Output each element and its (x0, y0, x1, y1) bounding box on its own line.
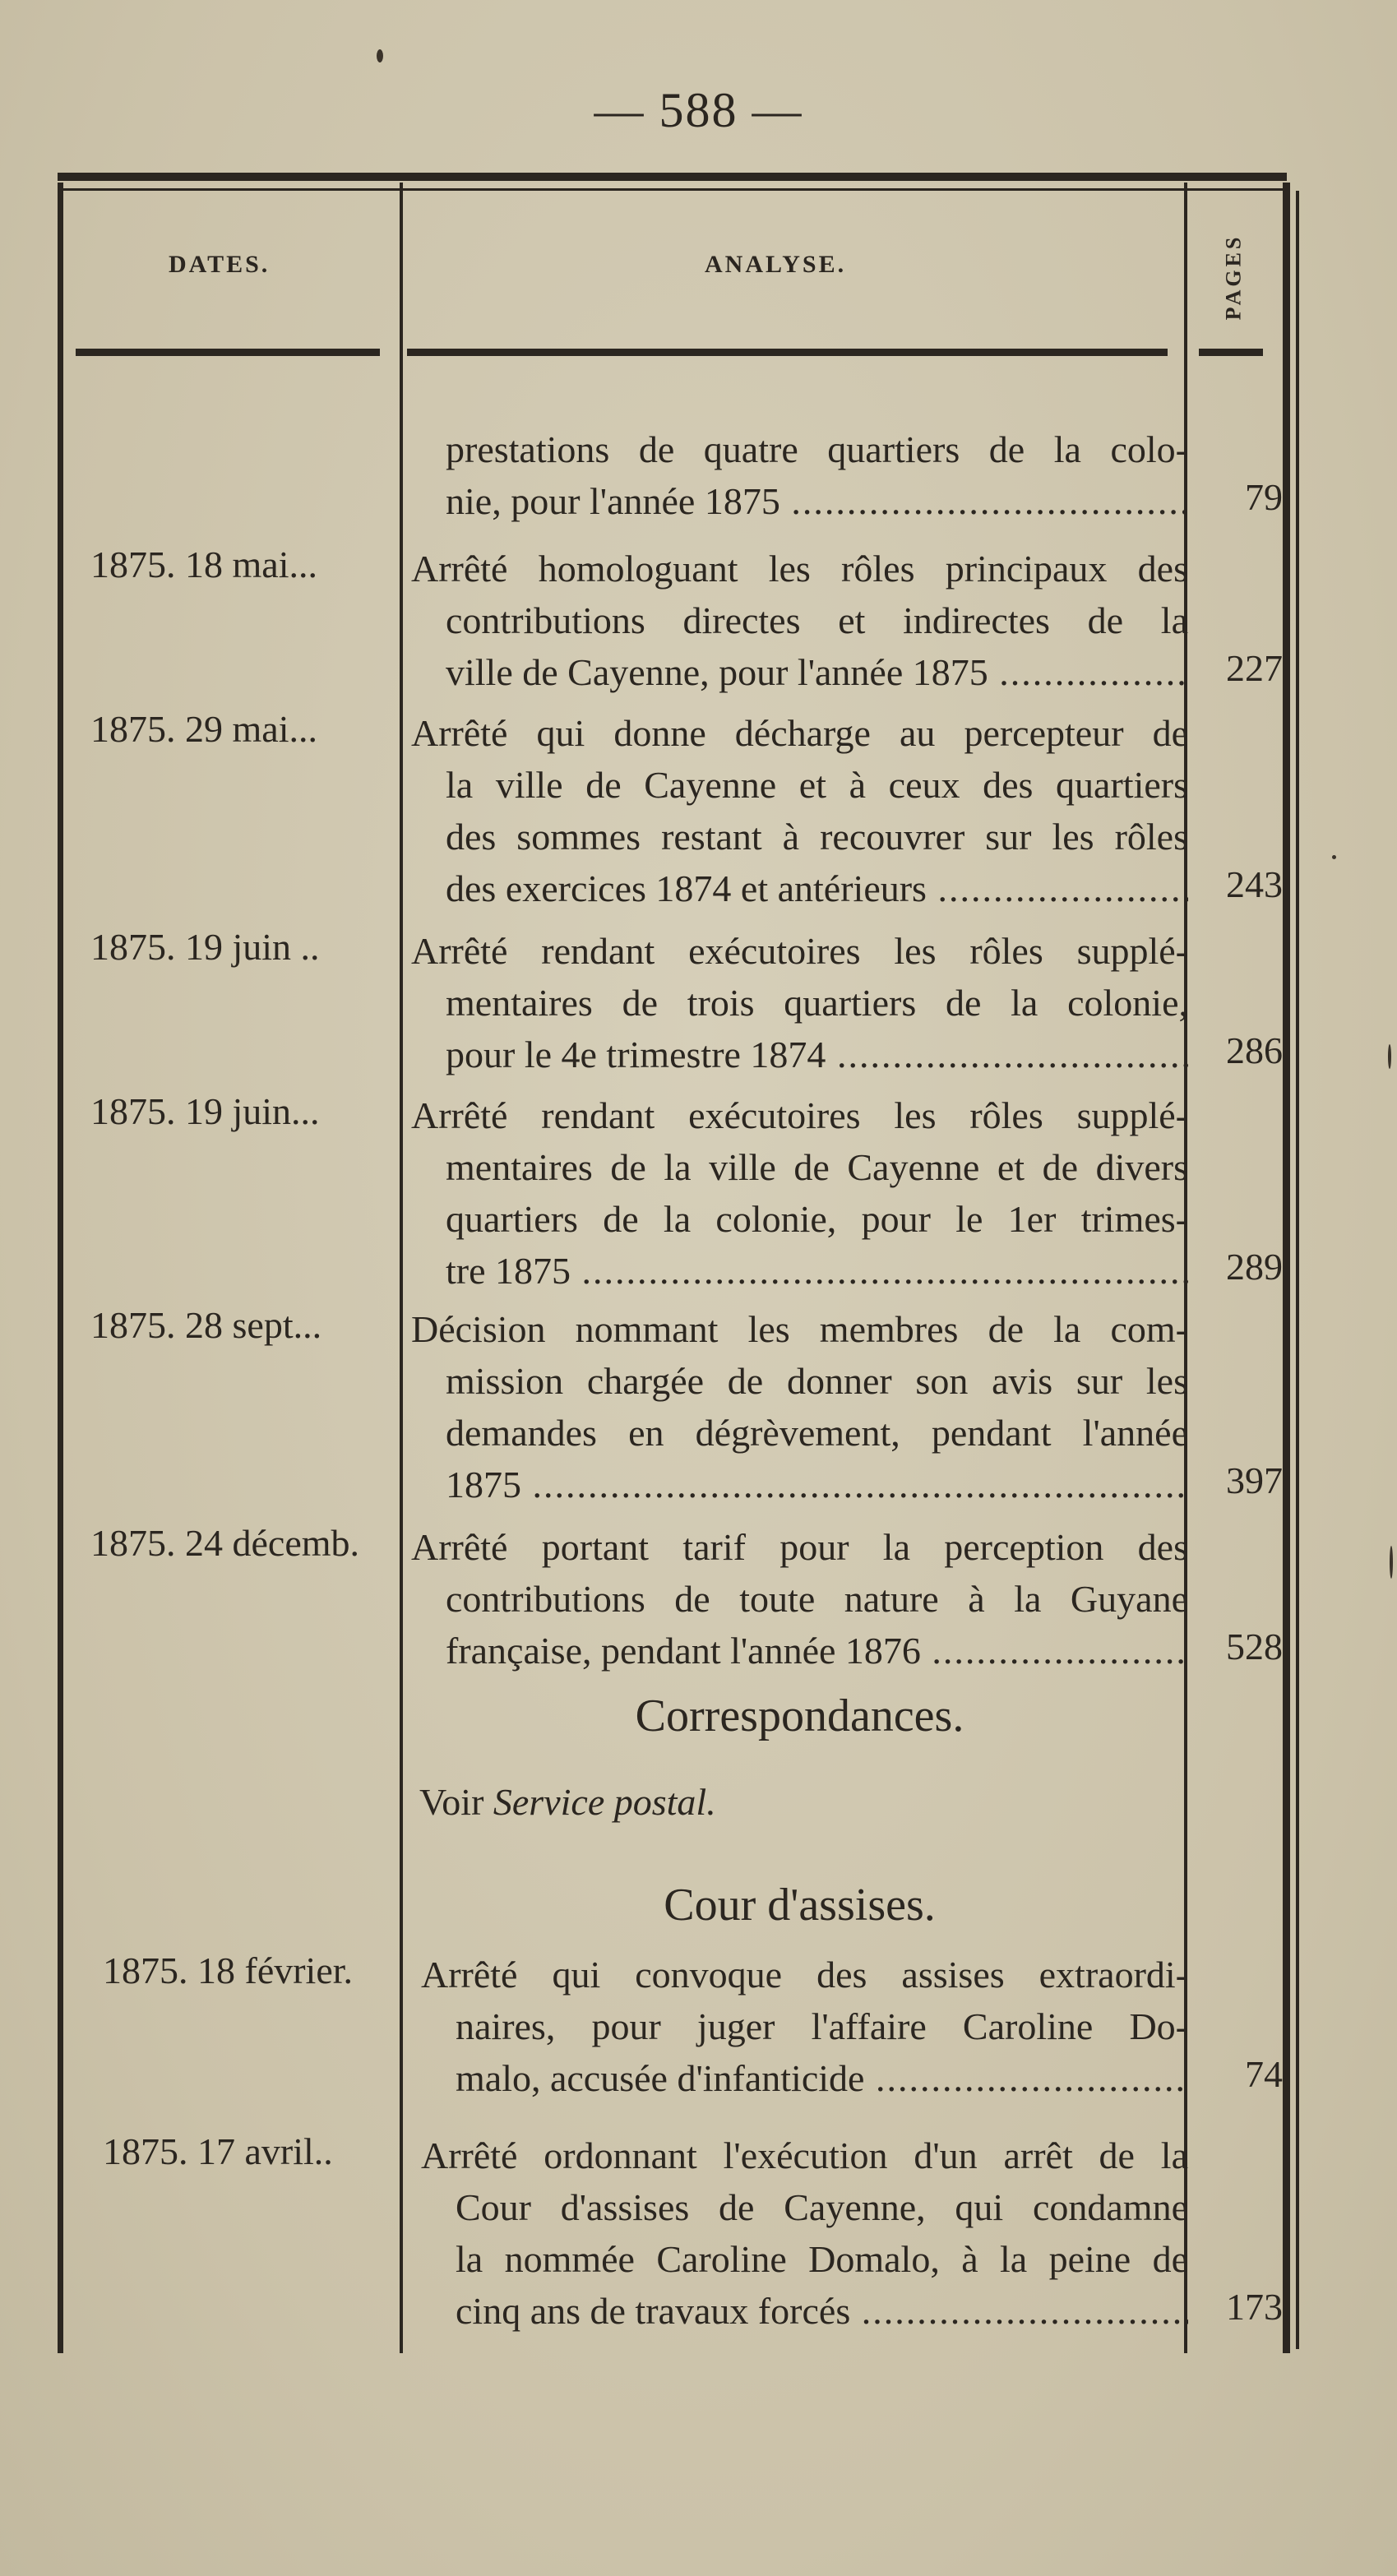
entry-line: contributions directes et indirectes de la (446, 599, 1188, 641)
entry-page: 227 (1226, 647, 1283, 689)
entry-line: quartiers de la colonie, pour le 1er trimes- (446, 1198, 1188, 1240)
entry-date: 1875. 19 juin .. (90, 926, 320, 968)
entry-line: Arrêté ordonnant l'exécution d'un arrêt de la (421, 2134, 1188, 2176)
section-title-cour-d-assises: Cour d'assises. (664, 1880, 936, 1931)
entry-line: tre 1875 ..... (411, 1245, 1188, 1297)
entry-description (411, 1521, 1188, 1676)
page-number: — 588 — (594, 83, 803, 137)
entry-line: des sommes restant à recouvrer sur les rôles (446, 816, 1188, 858)
entry-description (411, 1089, 1188, 1297)
entry-description (411, 543, 1188, 698)
entry-page: 528 (1226, 1626, 1283, 1667)
entry-description (411, 1303, 1188, 1510)
entry-line: prestations de quatre quartiers de la colo- (446, 428, 1188, 470)
entry-line: la nommée Caroline Domalo, à la peine de (456, 2238, 1188, 2280)
entry-line: française, pendant l'année 1876 ..... (411, 1625, 1188, 1676)
entry-line: malo, accusée d'infanticide ..... (421, 2052, 1188, 2104)
paper-speck (1390, 1546, 1393, 1579)
cross-reference (419, 1780, 716, 1824)
entry-description (411, 707, 1188, 914)
entry-page: 173 (1226, 2286, 1283, 2328)
entry-page: 79 (1245, 476, 1283, 518)
entry-line: Arrêté qui convoque des assises extraordi- (421, 1954, 1188, 1996)
header-dates: DATES. (169, 251, 271, 278)
entry-line: Arrêté homologuant les rôles principaux des (411, 548, 1188, 590)
entry-line: ville de Cayenne, pour l'année 1875 ..... (411, 646, 1188, 698)
entry-page: 286 (1226, 1029, 1283, 1071)
entry-line: Décision nommant les membres de la com- (411, 1308, 1188, 1350)
entry-description (421, 1949, 1188, 2104)
entry-date: 1875. 29 mai... (90, 708, 317, 750)
entry-line: mentaires de trois quartiers de la colonie, (446, 982, 1188, 1024)
entry-date: 1875. 18 février. (103, 1949, 354, 1991)
table-left-border (58, 183, 63, 2353)
header-pages (1209, 215, 1258, 339)
entry-line: 1875 ..... (411, 1459, 1188, 1510)
entry-description (421, 2130, 1188, 2337)
entry-date: 1875. 24 décemb. (90, 1522, 360, 1564)
entry-line: Arrêté portant tarif pour la perception des (411, 1526, 1188, 1568)
entry-line: mission chargée de donner son avis sur les (446, 1360, 1188, 1402)
header-rule-analysis (407, 349, 1168, 356)
header-analysis: ANALYSE. (705, 251, 847, 278)
entry-page: 397 (1226, 1459, 1283, 1501)
entry-line: la ville de Cayenne et à ceux des quartiers (446, 764, 1188, 806)
table-right-inner-border (1296, 191, 1299, 2349)
entry-line: Cour d'assises de Cayenne, qui condamne (456, 2186, 1188, 2228)
paper-speck (1388, 1044, 1391, 1069)
column-divider-dates (400, 183, 403, 2353)
paper-speck (1332, 855, 1336, 859)
entry-line: Arrêté rendant exécutoires les rôles supplé- (411, 1094, 1188, 1136)
entry-page: 74 (1245, 2053, 1283, 2095)
entry-date: 1875. 18 mai... (90, 543, 317, 585)
entry-page: 289 (1226, 1246, 1283, 1288)
entry-date: 1875. 17 avril.. (103, 2130, 333, 2172)
entry-line: demandes en dégrèvement, pendant l'année (446, 1412, 1188, 1454)
entry-line: pour le 4e trimestre 1874 ..... (411, 1029, 1188, 1080)
cross-reference-prefix: Voir (419, 1781, 484, 1823)
entry-date: 1875. 19 juin... (90, 1090, 320, 1132)
entry-line: nie, pour l'année 1875 ..... (411, 475, 1188, 527)
entry-line: Arrêté qui donne décharge au percepteur de (411, 712, 1188, 754)
entry-line: naires, pour juger l'affaire Caroline Do- (456, 2005, 1188, 2047)
entry-page: 243 (1226, 863, 1283, 905)
entry-line: cinq ans de travaux forcés ..... (421, 2285, 1188, 2337)
header-rule-dates (76, 349, 380, 356)
entry-line: Arrêté rendant exécutoires les rôles supplé- (411, 930, 1188, 972)
paper-speck (377, 49, 383, 62)
header-pages-label: PAGES (1221, 234, 1246, 321)
entry-line: contributions de toute nature à la Guyane (446, 1578, 1188, 1620)
cross-reference-target: Service postal. (493, 1781, 716, 1823)
entry-description (411, 925, 1188, 1080)
header-rule-pages (1199, 349, 1263, 356)
table-top-border (58, 173, 1287, 191)
entry-date: 1875. 28 sept... (90, 1304, 322, 1346)
section-title-correspondances: Correspondances. (635, 1690, 964, 1741)
entry-line: mentaires de la ville de Cayenne et de divers (446, 1146, 1188, 1188)
entry-description (411, 423, 1188, 527)
entry-line: des exercices 1874 et antérieurs ..... (411, 863, 1188, 914)
table-right-border (1283, 183, 1290, 2353)
